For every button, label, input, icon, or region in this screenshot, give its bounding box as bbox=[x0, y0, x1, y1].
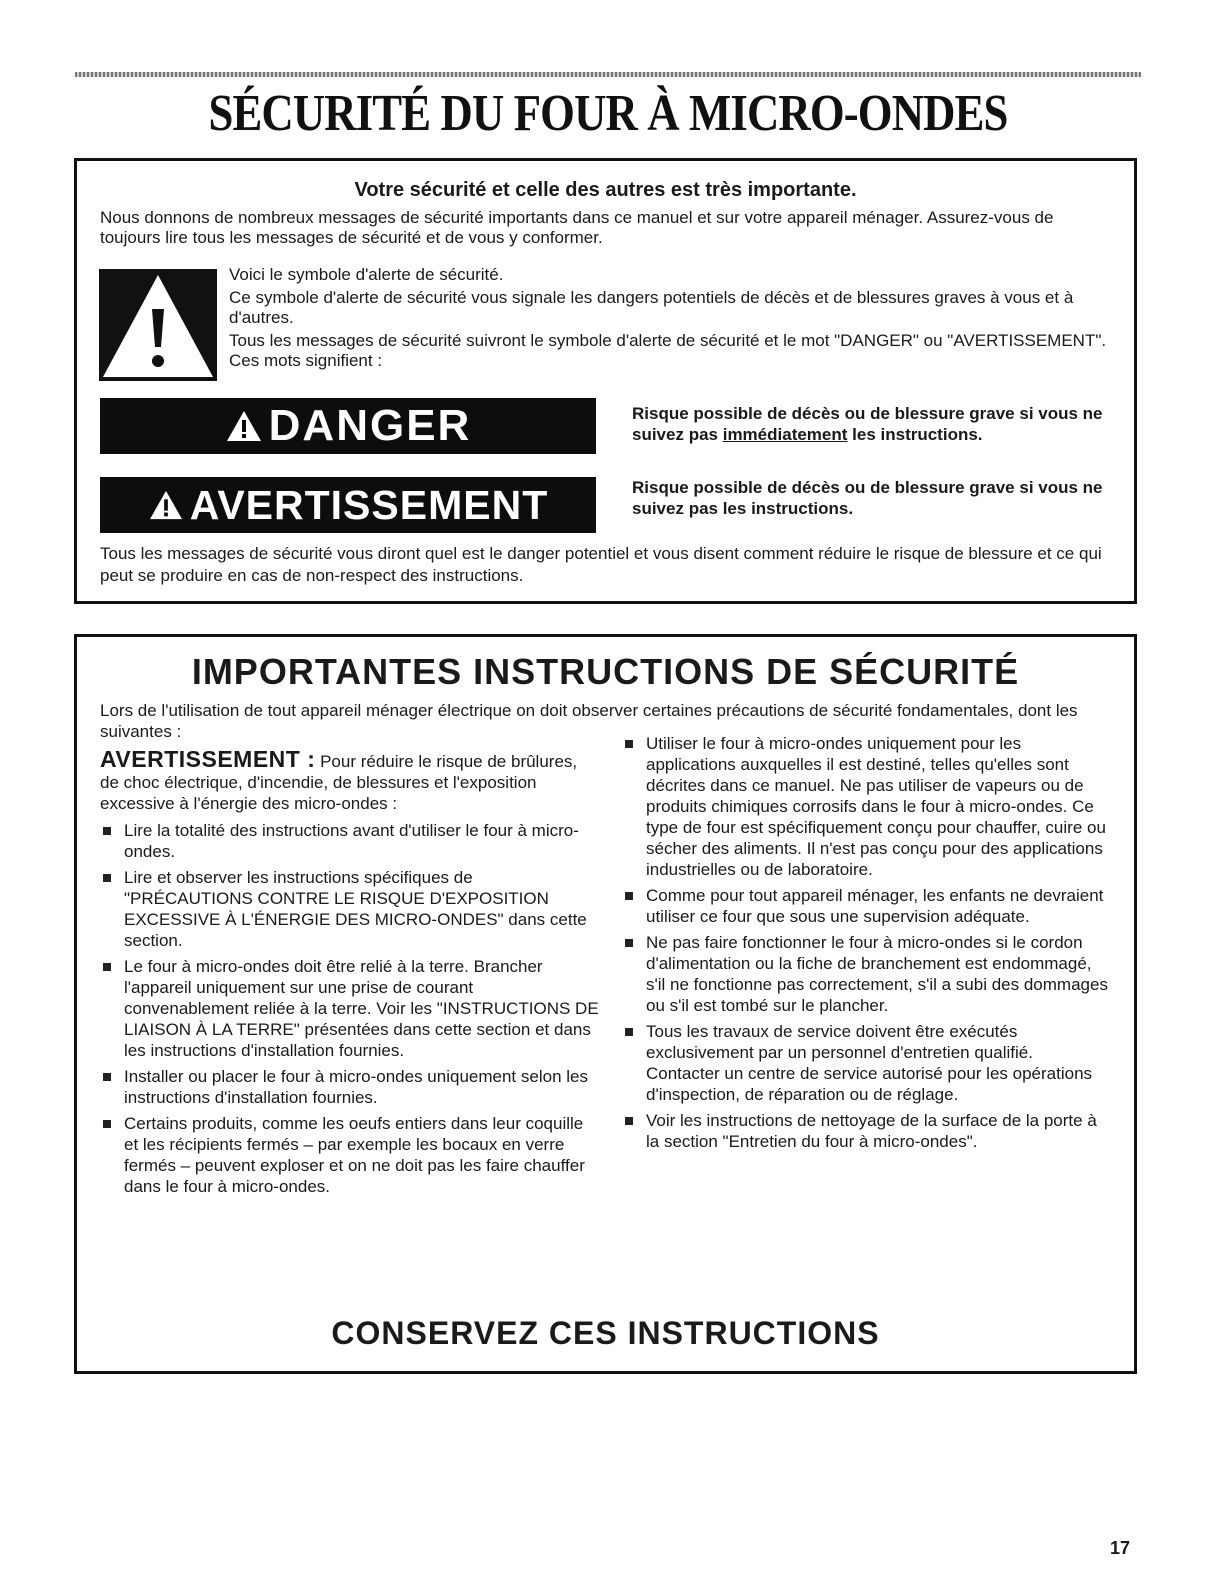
warning-word: AVERTISSEMENT : bbox=[100, 746, 316, 772]
symbol-explanation bbox=[229, 265, 1119, 374]
warning-description: Risque possible de décès ou de blessure grave si vous ne suivez pas les instructions. bbox=[632, 478, 1103, 518]
list-item: Tous les travaux de service doivent être exécutés exclusivement par un personnel d'entretien qualifié. Contacter un centre de service autorisé pour les opérations d'inspection, de réparation ou de réglage. bbox=[622, 1021, 1110, 1105]
page-title: SÉCURITÉ DU FOUR À MICRO-ONDES bbox=[208, 85, 1008, 142]
danger-desc-emphasis: immédiatement bbox=[722, 425, 848, 444]
top-rule bbox=[75, 72, 1141, 77]
danger-banner bbox=[100, 398, 596, 454]
symbol-line-2: Ce symbole d'alerte de sécurité vous signale les dangers potentiels de décès et de blessures graves à vous et à d'autres. bbox=[229, 288, 1074, 327]
safety-box-heading: Votre sécurité et celle des autres est très importante. bbox=[354, 179, 857, 201]
danger-label: DANGER bbox=[268, 401, 472, 450]
list-item: Utiliser le four à micro-ondes uniquement pour les applications auxquelles il est destiné, telles qu'elles sont décrites dans ce manuel. Ne pas utiliser de vapeurs ou de produits chimiques corrosifs dans le four à micro-ondes. Ce type de four est spécifiquement conçu pour chauffer, cuire ou sécher des aliments. Il n'est pas conçu pour des applications industrielles ou de laboratoire. bbox=[622, 733, 1110, 880]
instructions-left-column bbox=[100, 746, 600, 1202]
danger-desc-part-1: Risque possible de décès ou de blessure grave si vous ne suivez pas bbox=[632, 404, 1103, 444]
symbol-line-1: Voici le symbole d'alerte de sécurité. bbox=[229, 265, 504, 284]
symbol-line-3: Tous les messages de sécurité suivront le symbole d'alerte de sécurité et le mot "DANGER" ou "AVERTISSEMENT". Ces mots signifient : bbox=[229, 331, 1107, 370]
right-bullet-list bbox=[622, 733, 1110, 1152]
list-item: Installer ou placer le four à micro-ondes uniquement selon les instructions d'installation fournies. bbox=[100, 1066, 600, 1108]
list-item: Lire et observer les instructions spécifiques de "PRÉCAUTIONS CONTRE LE RISQUE D'EXPOSITION EXCESSIVE À L'ÉNERGIE DES MICRO-ONDES" dans cette section. bbox=[100, 867, 600, 951]
safety-box-intro: Nous donnons de nombreux messages de sécurité importants dans ce manuel et sur votre appareil ménager. Assurez-vous de toujours lire tous les messages de sécurité et de vous y conformer. bbox=[100, 208, 1054, 247]
danger-desc-part-2: les instructions. bbox=[847, 425, 983, 444]
left-bullet-list bbox=[100, 820, 600, 1197]
warning-triangle-icon bbox=[225, 409, 263, 443]
instructions-right-column bbox=[622, 733, 1110, 1157]
safety-alert-icon bbox=[99, 269, 217, 381]
instructions-footer: CONSERVEZ CES INSTRUCTIONS bbox=[331, 1315, 880, 1351]
list-item: Certains produits, comme les oeufs entiers dans leur coquille et les récipients fermés – par exemple les bocaux en verre fermés – peuvent exploser et on ne doit pas les faire chauffer dans le four à micro-ondes. bbox=[100, 1113, 600, 1197]
safety-message-box bbox=[74, 158, 1137, 604]
warning-triangle-icon bbox=[148, 489, 184, 521]
list-item: Le four à micro-ondes doit être relié à la terre. Brancher l'appareil uniquement sur une prise de courant convenablement reliée à la terre. Voir les "INSTRUCTIONS DE LIAISON À LA TERRE" présentées dans cette section et dans les instructions d'installation fournies. bbox=[100, 956, 600, 1061]
list-item: Lire la totalité des instructions avant d'utiliser le four à micro-ondes. bbox=[100, 820, 600, 862]
page-number: 17 bbox=[1110, 1538, 1131, 1558]
list-item: Comme pour tout appareil ménager, les enfants ne devraient utiliser ce four que sous une supervision adéquate. bbox=[622, 885, 1110, 927]
list-item: Voir les instructions de nettoyage de la surface de la porte à la section "Entretien du four à micro-ondes". bbox=[622, 1110, 1110, 1152]
warning-banner bbox=[100, 477, 596, 533]
list-item: Ne pas faire fonctionner le four à micro-ondes si le cordon d'alimentation ou la fiche de branchement est endommagé, s'il ne fonctionne pas correctement, s'il a subi des dommages ou s'il est tombé sur le plancher. bbox=[622, 932, 1110, 1016]
safety-box-footer: Tous les messages de sécurité vous diront quel est le danger potentiel et vous disent comment réduire le risque de blessure et ce qui peut se produire en cas de non-respect des instructions. bbox=[100, 544, 1102, 585]
instructions-title: IMPORTANTES INSTRUCTIONS DE SÉCURITÉ bbox=[191, 651, 1020, 692]
warning-label: AVERTISSEMENT bbox=[189, 481, 549, 528]
danger-description bbox=[632, 403, 1127, 445]
warning-lead bbox=[100, 746, 600, 814]
instructions-intro: Lors de l'utilisation de tout appareil ménager électrique on doit observer certaines précautions de sécurité fondamentales, dont les suivantes : bbox=[100, 701, 1078, 741]
instructions-box bbox=[74, 634, 1137, 1374]
warning-lead-text: Pour réduire le risque de brûlures, de choc électrique, d'incendie, de blessures et l'exposition excessive à l'énergie des micro-ondes : bbox=[100, 752, 578, 813]
